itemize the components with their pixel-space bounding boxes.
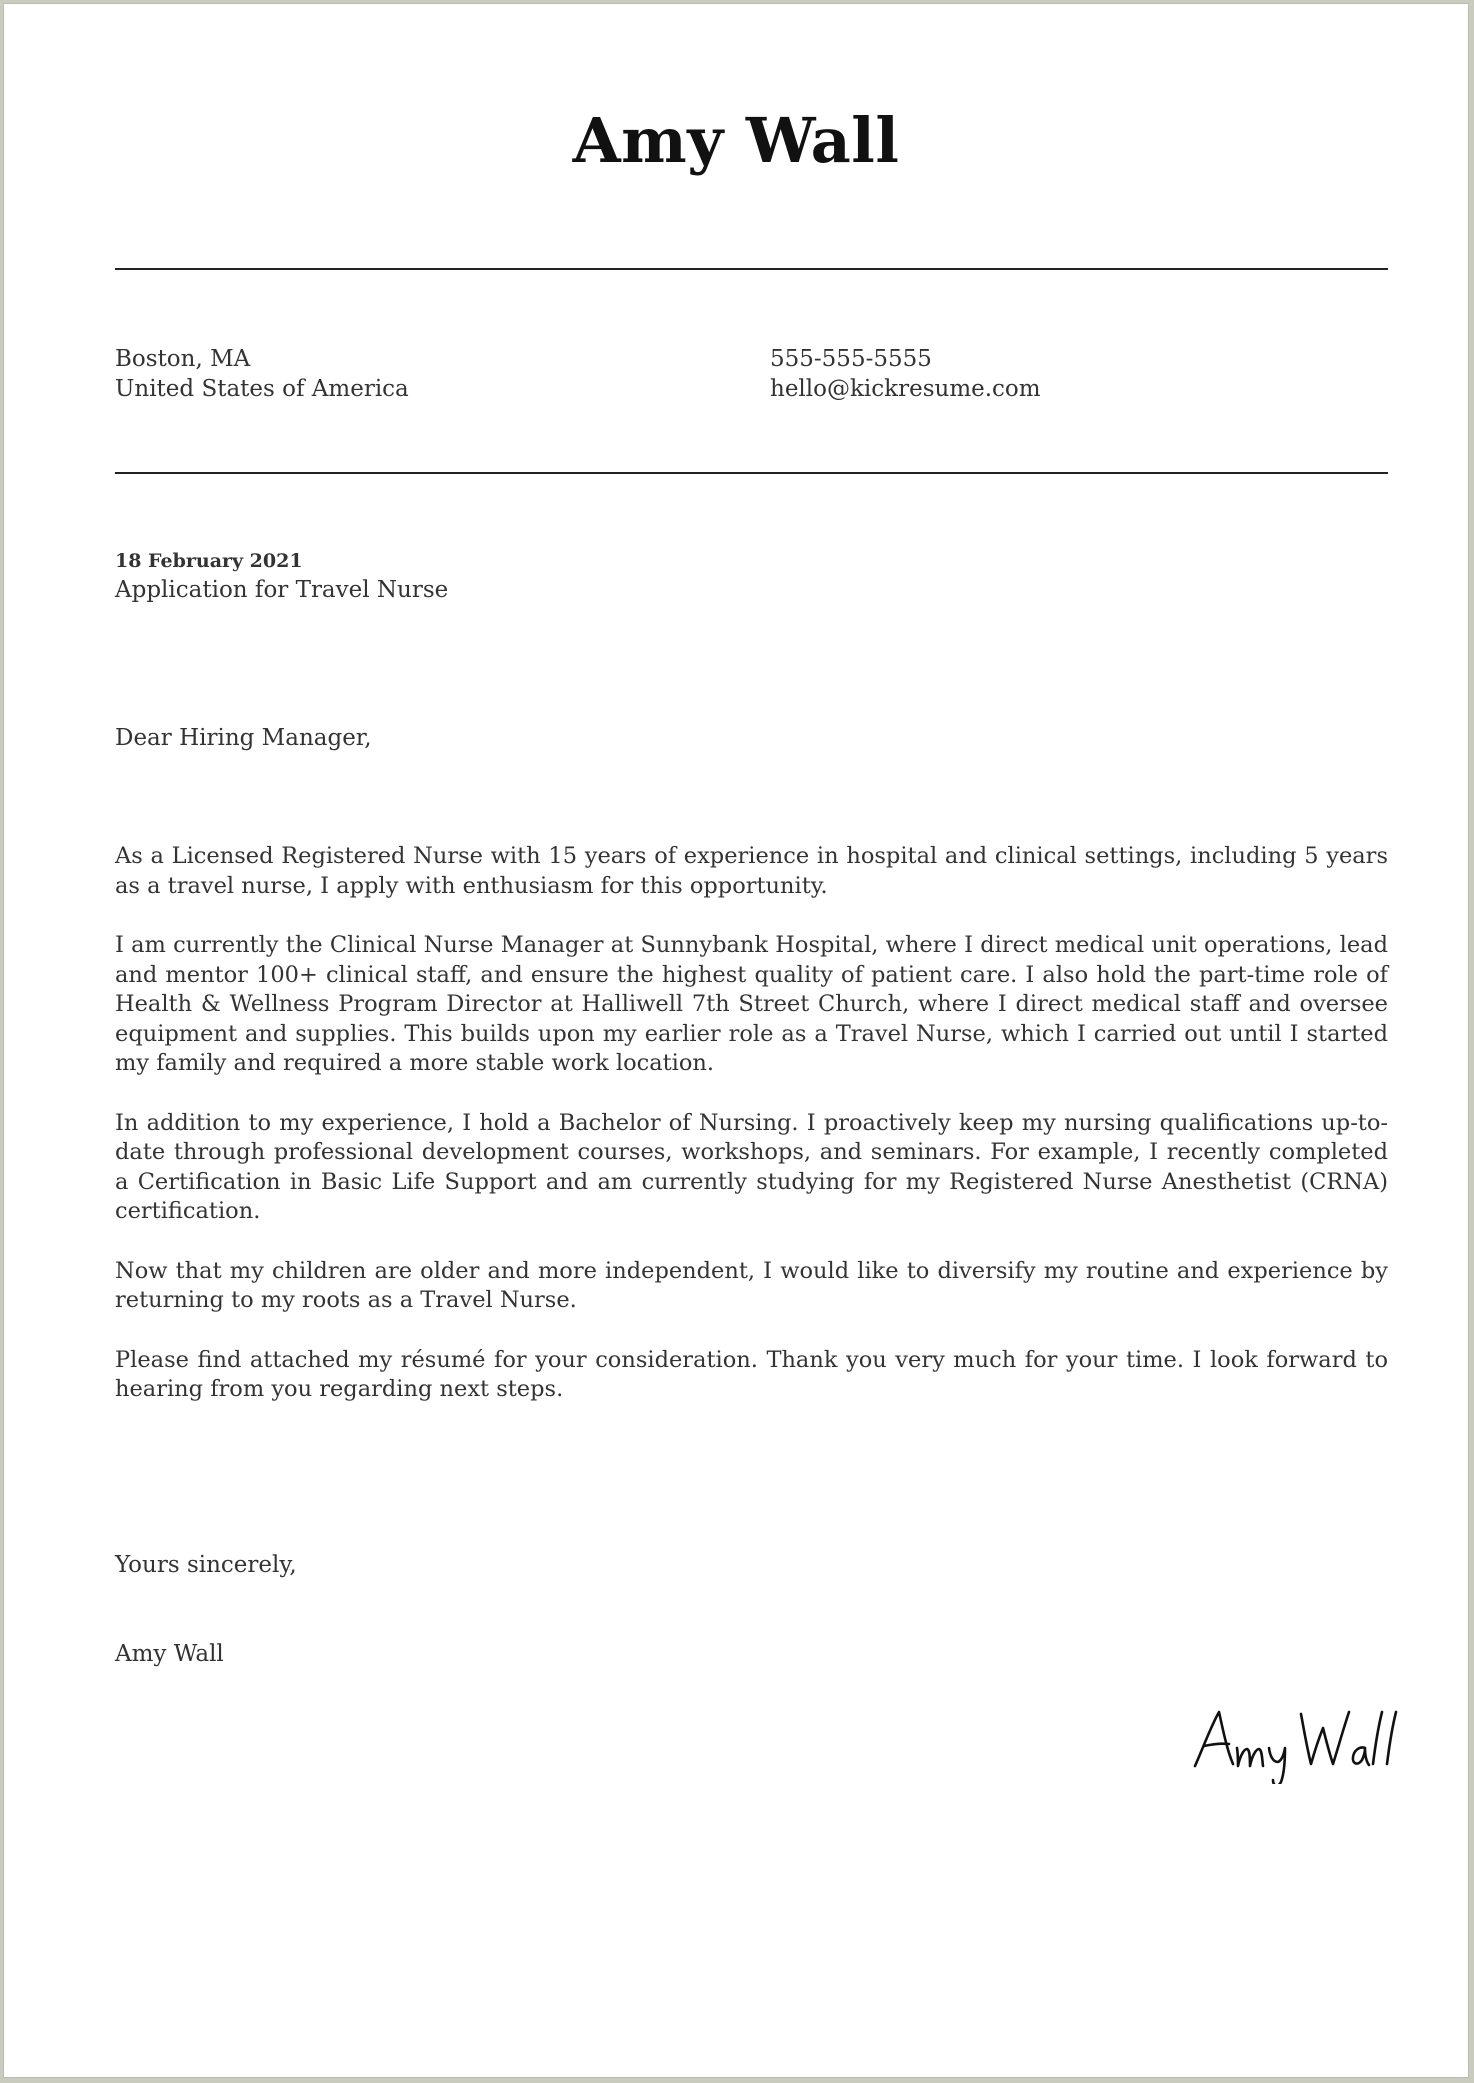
header-divider-top: [115, 268, 1388, 270]
address-city: Boston, MA: [115, 346, 251, 372]
letter-date: 18 February 2021: [115, 550, 303, 572]
letter-page: [3, 3, 1469, 2078]
email-address: hello@kickresume.com: [770, 376, 1041, 402]
body-paragraph-1: As a Licensed Registered Nurse with 15 years of experience in hospital and clinical settings, including 5 years as a travel nurse, I apply with enthusiasm for this opportunity.: [115, 843, 1388, 899]
body-paragraph-5: Please find attached my résumé for your consideration. Thank you very much for your time. I look forward to hearing from you regarding next steps.: [115, 1346, 1388, 1402]
header-divider-bottom: [115, 472, 1388, 474]
address-block: [115, 344, 409, 404]
closing: Yours sincerely,: [115, 1552, 297, 1578]
applicant-name: Amy Wall: [572, 104, 900, 177]
letter-subject: Application for Travel Nurse: [115, 577, 449, 603]
body-paragraph-3: In addition to my experience, I hold a Bachelor of Nursing. I proactively keep my nursing qualifications up-to-date through professional development courses, workshops, and seminars. For example, I recently completed a Certification in Basic Life Support and am currently studying for my Registered Nurse Anesthetist (CRNA) certification.: [115, 1109, 1388, 1224]
closing-name: Amy Wall: [115, 1641, 224, 1667]
body-paragraph-4: Now that my children are older and more independent, I would like to diversify my routine and experience by returning to my roots as a Travel Nurse.: [115, 1257, 1388, 1313]
handwritten-signature: [1189, 1704, 1404, 1784]
contact-block: [770, 344, 1041, 404]
salutation: Dear Hiring Manager,: [115, 725, 372, 751]
phone-number: 555-555-5555: [770, 346, 932, 372]
address-country: United States of America: [115, 376, 409, 402]
letter-body: [115, 842, 1388, 1435]
body-paragraph-2: I am currently the Clinical Nurse Manager at Sunnybank Hospital, where I direct medical unit operations, lead and mentor 100+ clinical staff, and ensure the highest quality of patient care. I also hold the part-time role of Health & Wellness Program Director at Halliwell 7th Street Church, where I direct medical staff and oversee equipment and supplies. This builds upon my earlier role as a Travel Nurse, which I carried out until I started my family and required a more stable work location.: [115, 932, 1388, 1076]
